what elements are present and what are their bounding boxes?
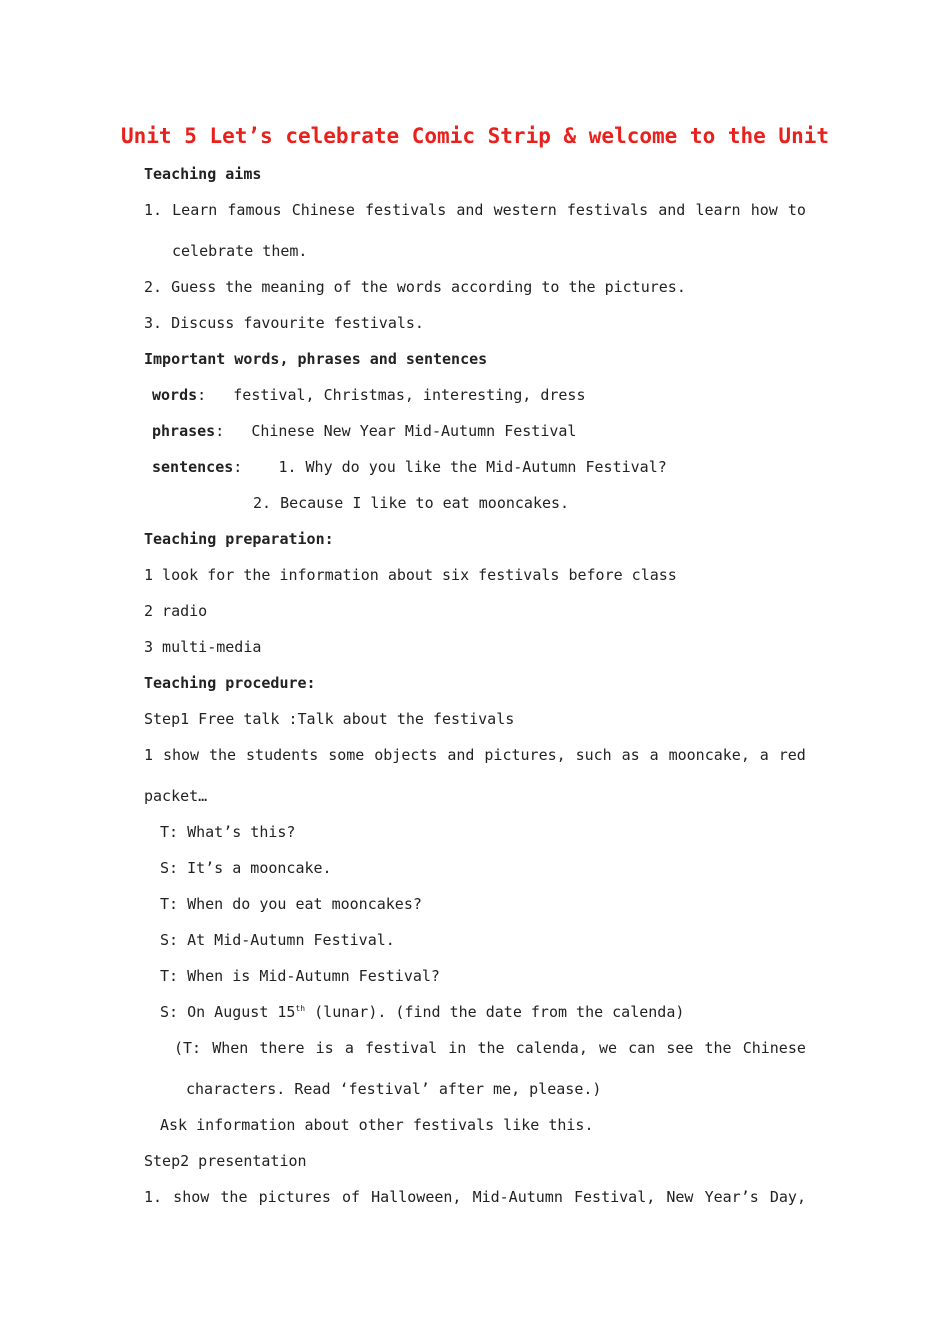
word: how xyxy=(750,201,778,219)
word: students xyxy=(246,746,319,764)
word: and xyxy=(456,201,484,219)
step2-title: Step2 presentation xyxy=(144,1152,307,1170)
phrases-label: phrases xyxy=(152,422,216,440)
preparation-item-2: 2 radio xyxy=(144,602,208,620)
dialogue-line-6 xyxy=(160,1002,684,1022)
word: a xyxy=(649,746,659,764)
sentence-2: 2. Because I like to eat mooncakes. xyxy=(253,494,570,512)
word: pictures, xyxy=(484,746,566,764)
word: the xyxy=(477,1039,505,1057)
word: the xyxy=(209,746,237,764)
date-line-start: S: On August 15 xyxy=(160,1003,296,1021)
word: show xyxy=(162,746,200,764)
word: a xyxy=(344,1039,354,1057)
word: Day, xyxy=(769,1188,806,1206)
date-superscript: th xyxy=(295,1004,306,1013)
word: the xyxy=(220,1188,248,1206)
step1-item-1 xyxy=(144,745,806,765)
word: Mid-Autumn xyxy=(472,1188,563,1206)
dialogue-line-5: T: When is Mid-Autumn Festival? xyxy=(160,967,440,985)
word: 1. xyxy=(144,201,163,219)
word: 1 xyxy=(144,746,154,764)
words-row: words: festival, Christmas, interesting, dress xyxy=(152,386,586,404)
word: to xyxy=(787,201,806,219)
word: festival xyxy=(364,1039,438,1057)
word: festivals xyxy=(566,201,649,219)
word: a xyxy=(759,746,769,764)
ask-info-line: Ask information about other festivals like this. xyxy=(160,1116,594,1134)
phrases-value: Chinese New Year Mid-Autumn Festival xyxy=(251,422,577,440)
dialogue-line-2: S: It’s a mooncake. xyxy=(160,859,332,877)
preparation-item-1: 1 look for the information about six festivals before class xyxy=(144,566,677,584)
word: some xyxy=(328,746,365,764)
word: (T: xyxy=(174,1039,202,1057)
sentence-1: 1. Why do you like the Mid-Autumn Festival? xyxy=(278,458,667,476)
date-line-end: (lunar). (find the date from the calenda) xyxy=(305,1003,685,1021)
words-label: words xyxy=(152,386,198,404)
word: we xyxy=(598,1039,618,1057)
phrases-row: phrases: Chinese New Year Mid-Autumn Festival xyxy=(152,422,577,440)
word: and xyxy=(447,746,475,764)
teaching-aims-heading: Teaching aims xyxy=(144,165,262,183)
word: the xyxy=(704,1039,732,1057)
word: and xyxy=(658,201,686,219)
aims-item-1 xyxy=(144,200,806,220)
word: pictures xyxy=(258,1188,331,1206)
teacher-note-cont: characters. Read ‘festival’ after me, please.) xyxy=(186,1080,602,1098)
step1-item-1-cont: packet… xyxy=(144,787,208,805)
step2-item-1 xyxy=(144,1187,806,1207)
word: 1. xyxy=(144,1188,163,1206)
word: is xyxy=(315,1039,334,1057)
step1-title: Step1 Free talk :Talk about the festivals xyxy=(144,710,515,728)
word: red xyxy=(778,746,806,764)
dialogue-line-4: S: At Mid-Autumn Festival. xyxy=(160,931,395,949)
word: When xyxy=(212,1039,249,1057)
preparation-heading: Teaching preparation: xyxy=(144,530,334,548)
word: learn xyxy=(695,201,741,219)
procedure-heading: Teaching procedure: xyxy=(144,674,316,692)
word: famous xyxy=(227,201,282,219)
word: mooncake, xyxy=(668,746,750,764)
dialogue-line-3: T: When do you eat mooncakes? xyxy=(160,895,422,913)
word: Chinese xyxy=(291,201,355,219)
page-title: Unit 5 Let’s celebrate Comic Strip & welcome to the Unit xyxy=(120,124,829,148)
word: such xyxy=(575,746,612,764)
word: see xyxy=(666,1039,694,1057)
word: show xyxy=(173,1188,210,1206)
important-heading: Important words, phrases and sentences xyxy=(144,350,488,368)
sentences-row: sentences: 1. Why do you like the Mid-Autumn Festival? xyxy=(152,458,667,476)
word: Halloween, xyxy=(371,1188,462,1206)
word: Learn xyxy=(172,201,218,219)
preparation-item-3: 3 multi-media xyxy=(144,638,262,656)
word: as xyxy=(621,746,640,764)
dialogue-line-1: T: What’s this? xyxy=(160,823,296,841)
word: western xyxy=(493,201,557,219)
aims-item-1-cont: celebrate them. xyxy=(172,242,308,260)
word: objects xyxy=(374,746,438,764)
word: Festival, xyxy=(573,1188,656,1206)
words-value: festival, Christmas, interesting, dress xyxy=(233,386,586,404)
teacher-note xyxy=(174,1038,806,1058)
sentences-label: sentences xyxy=(152,458,234,476)
aims-item-3: 3. Discuss favourite festivals. xyxy=(144,314,424,332)
word: Year’s xyxy=(704,1188,759,1206)
word: New xyxy=(666,1188,694,1206)
aims-item-2: 2. Guess the meaning of the words according to the pictures. xyxy=(144,278,686,296)
word: there xyxy=(259,1039,305,1057)
word: of xyxy=(341,1188,361,1206)
word: festivals xyxy=(365,201,447,219)
word: Chinese xyxy=(742,1039,806,1057)
word: in xyxy=(448,1039,467,1057)
word: can xyxy=(628,1039,656,1057)
word: calenda, xyxy=(515,1039,588,1057)
